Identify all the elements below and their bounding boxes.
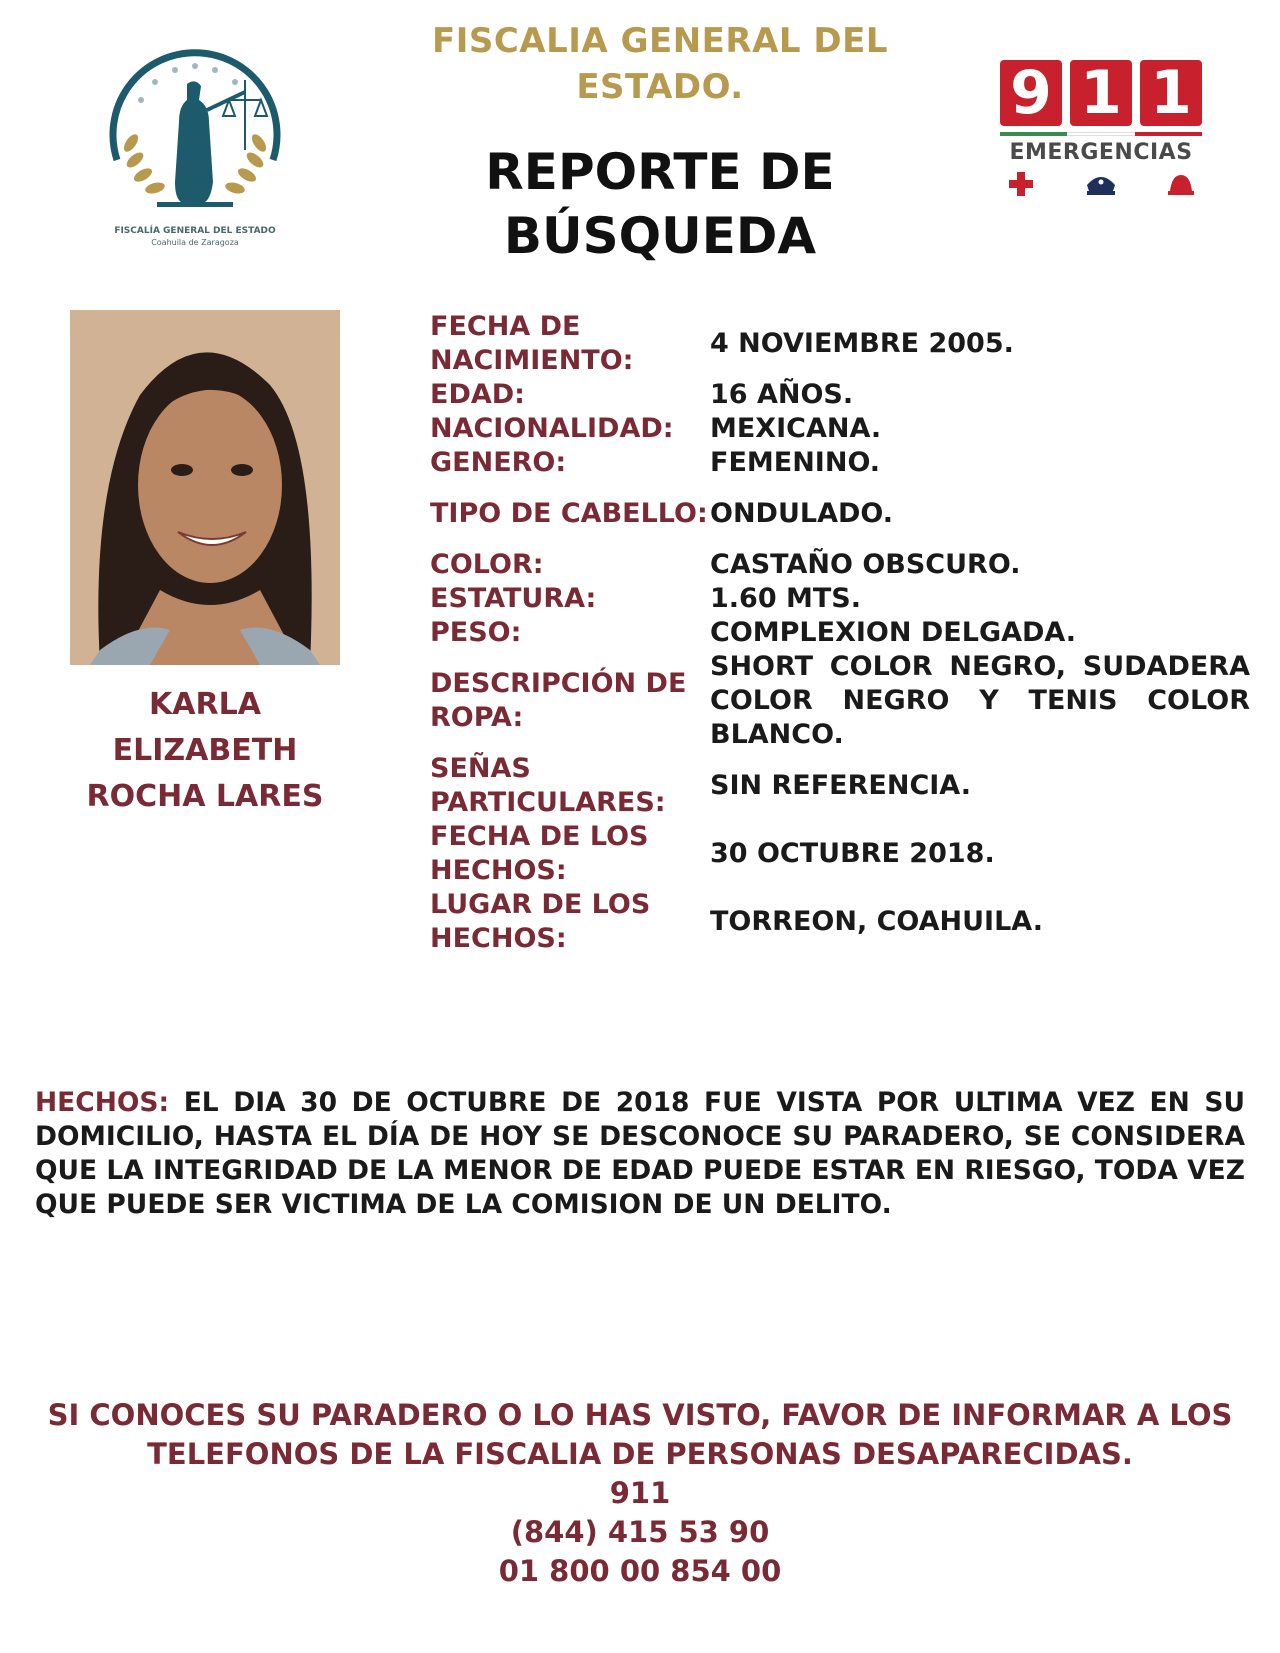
digit-1-second: 1 [1140, 60, 1202, 126]
field-value: TORREON, COAHUILA. [710, 906, 1043, 937]
emergency-911-logo [1000, 60, 1210, 220]
report-title [380, 140, 940, 268]
person-middle-name: ELIZABETH [112, 733, 298, 768]
field-label: EDAD: [430, 379, 525, 410]
logo-caption [85, 226, 305, 248]
fire-helmet-icon [1166, 169, 1196, 199]
field-row-gender [430, 446, 1250, 480]
incident-description [35, 1086, 1245, 1222]
person-details-table [430, 310, 1250, 956]
footer-message: SI CONOCES SU PARADERO O LO HAS VISTO, FAVOR DE INFORMAR A LOS TELEFONOS DE LA FISCALIA DE PERSONAS DESAPARECIDAS. [47, 1398, 1233, 1471]
hechos-text: EL DIA 30 DE OCTUBRE DE 2018 FUE VISTA POR ULTIMA VEZ EN SU DOMICILIO, HASTA EL DÍA DE HOY SE DESCONOCE SU PARADERO, SE CONSIDERA QUE LA INTEGRIDAD DE LA MENOR DE EDAD PUEDE ESTAR EN RIESGO, TODA VEZ QUE PUEDE SER VICTIMA DE LA COMISION DE UN DELITO. [35, 1087, 1245, 1220]
portrait-illustration [70, 310, 340, 665]
field-row-nationality [430, 412, 1250, 446]
logo-caption-line-1: FISCALÍA GENERAL DEL ESTADO [114, 226, 276, 236]
field-label: PESO: [430, 617, 522, 648]
field-value: SHORT COLOR NEGRO, SUDADERA COLOR NEGRO Y TENIS COLOR BLANCO. [710, 651, 1250, 750]
field-value: 1.60 MTS. [710, 583, 862, 614]
field-value: CASTAÑO OBSCURO. [710, 549, 1021, 580]
phone-tollfree: 01 800 00 854 00 [498, 1554, 782, 1588]
person-last-names: ROCHA LARES [86, 779, 324, 814]
hechos-label: HECHOS: [35, 1087, 170, 1118]
field-label: TIPO DE CABELLO: [430, 498, 708, 529]
field-label: COLOR: [430, 549, 544, 580]
field-value: SIN REFERENCIA. [710, 770, 971, 801]
field-value: 16 AÑOS. [710, 379, 854, 410]
phone-local: (844) 415 53 90 [510, 1515, 770, 1549]
field-value: FEMENINO. [710, 447, 881, 478]
field-row-height [430, 582, 1250, 616]
field-label: NACIONALIDAD: [430, 413, 674, 444]
flag-stripe [1000, 132, 1202, 136]
field-row-incident-date [430, 820, 1250, 888]
field-label: FECHA DE NACIMIENTO: [430, 311, 634, 376]
field-value: COMPLEXION DELGADA. [710, 617, 1077, 648]
person-name [60, 682, 350, 820]
field-label: FECHA DE LOS HECHOS: [430, 821, 649, 886]
contact-footer [30, 1396, 1250, 1591]
fiscalia-logo [95, 40, 295, 255]
digit-1: 1 [1070, 60, 1132, 126]
organization-title [380, 18, 940, 110]
emergencias-label: EMERGENCIAS [1009, 140, 1193, 165]
field-label: GENERO: [430, 447, 567, 478]
police-cap-icon [1084, 169, 1118, 199]
field-value: MEXICANA. [710, 413, 882, 444]
field-row-hair-type [430, 480, 1250, 548]
digit-9: 9 [1000, 60, 1062, 126]
field-label: LUGAR DE LOS HECHOS: [430, 889, 651, 954]
logo-caption-line-2: Coahuila de Zaragoza [151, 238, 239, 247]
field-row-incident-place [430, 888, 1250, 956]
field-row-age [430, 378, 1250, 412]
field-value: 4 NOVIEMBRE 2005. [710, 328, 1014, 359]
person-first-name: KARLA [149, 687, 261, 722]
report-title-line-1: REPORTE DE [485, 143, 835, 201]
field-label: ESTATURA: [430, 583, 597, 614]
field-row-clothing [430, 650, 1250, 752]
field-label: DESCRIPCIÓN DE ROPA: [430, 668, 687, 733]
missing-person-photo [70, 310, 340, 665]
justice-statue-icon [95, 40, 295, 230]
medical-cross-icon [1006, 169, 1036, 199]
911-digits [1000, 60, 1210, 126]
emergency-icons [1000, 169, 1202, 199]
field-label: SEÑAS PARTICULARES: [430, 753, 666, 818]
phone-911: 911 [609, 1476, 671, 1510]
field-row-hair-color [430, 548, 1250, 582]
report-title-line-2: BÚSQUEDA [503, 207, 817, 265]
field-value: 30 OCTUBRE 2018. [710, 838, 995, 869]
org-title-line-2: ESTADO. [576, 67, 744, 107]
field-row-birthdate [430, 310, 1250, 378]
field-value: ONDULADO. [710, 498, 894, 529]
field-row-weight [430, 616, 1250, 650]
org-title-line-1: FISCALIA GENERAL DEL [431, 21, 889, 61]
field-row-marks [430, 752, 1250, 820]
